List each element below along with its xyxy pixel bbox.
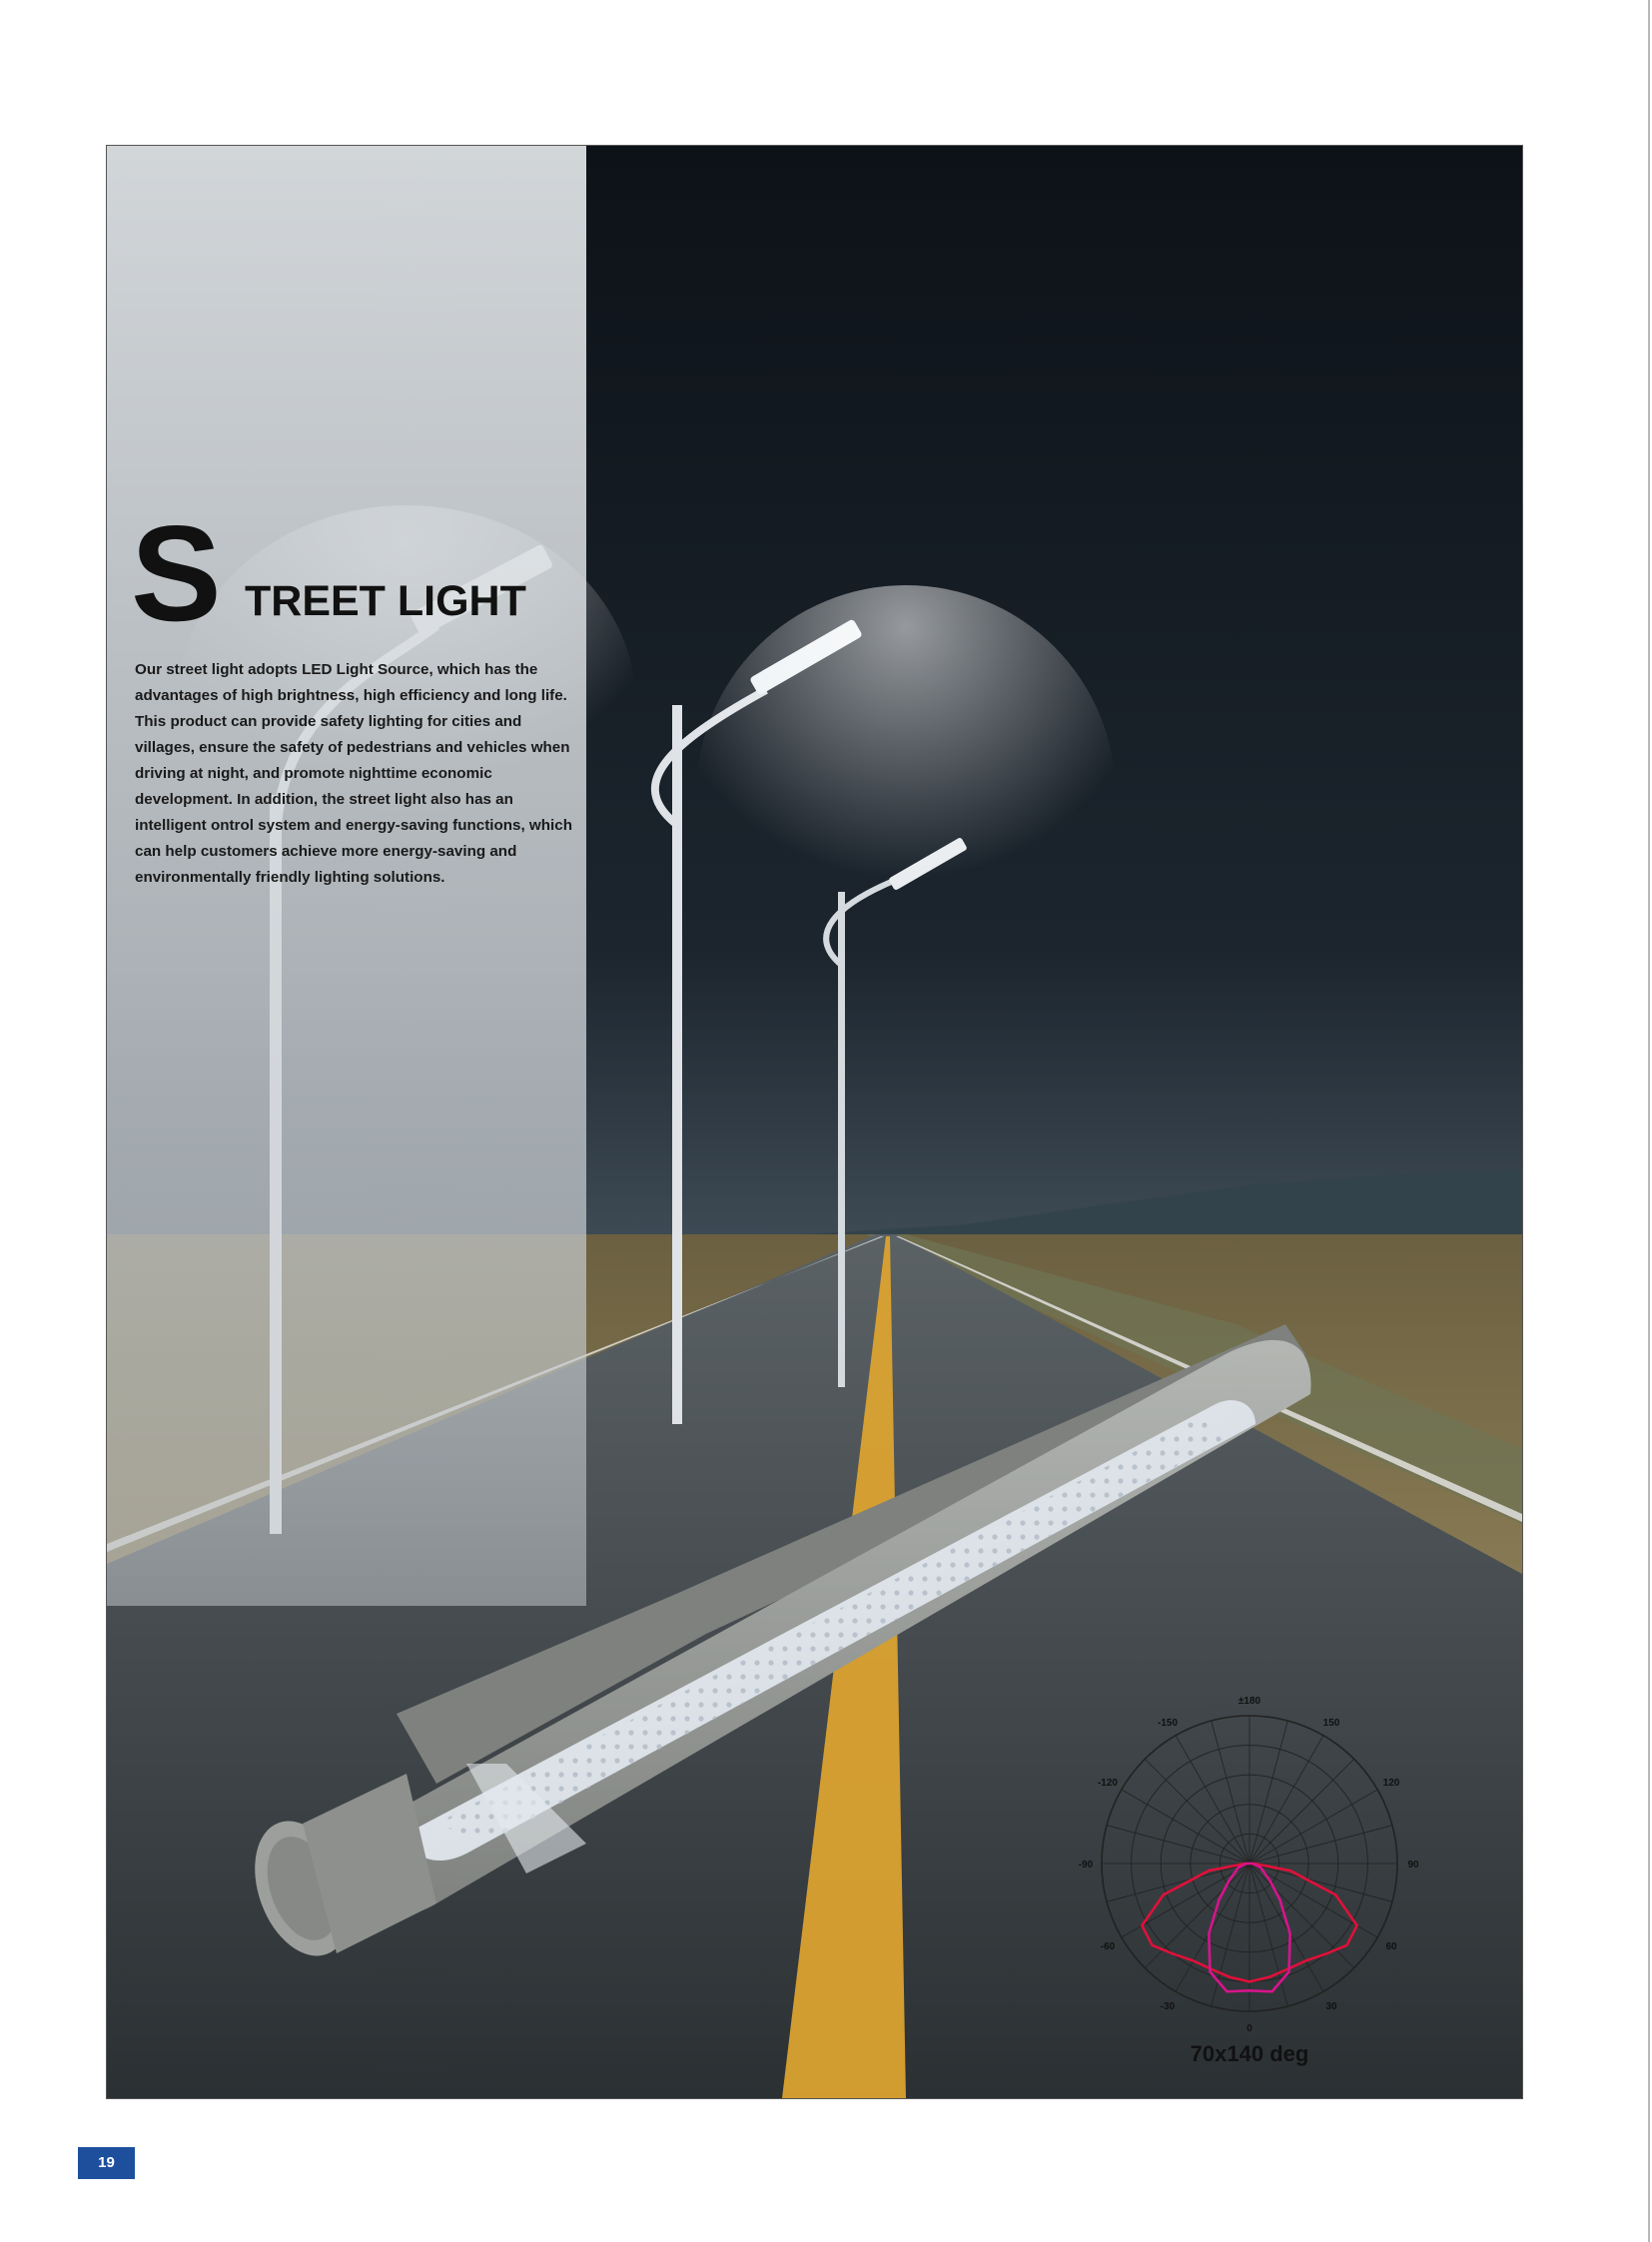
polar-spoke xyxy=(1249,1790,1377,1864)
polar-spoke xyxy=(1176,1736,1249,1864)
lamp-glow xyxy=(696,585,1116,1005)
title-text: TREET LIGHT xyxy=(245,577,526,625)
polar-angle-label: -90 xyxy=(1078,1860,1094,1870)
polar-spoke xyxy=(1249,1864,1377,1937)
polar-spoke xyxy=(1249,1721,1287,1864)
polar-diagram xyxy=(1058,1664,1507,2043)
page-number: 19 xyxy=(78,2147,135,2179)
page-title xyxy=(131,497,570,649)
polar-spoke xyxy=(1145,1759,1249,1864)
polar-spoke xyxy=(1249,1864,1354,1968)
polar-angle-label: ±180 xyxy=(1238,1696,1261,1707)
polar-spoke xyxy=(1212,1864,1249,2006)
polar-angle-label: 120 xyxy=(1382,1778,1400,1789)
light-distribution-chart xyxy=(1058,1664,1507,2083)
polar-angle-label: -30 xyxy=(1160,2001,1176,2013)
chart-caption: 70x140 deg xyxy=(1190,2041,1309,2066)
polar-angle-label: 0 xyxy=(1246,2023,1252,2034)
polar-spoke xyxy=(1249,1759,1354,1864)
hero-photo xyxy=(106,145,1523,2099)
polar-spoke xyxy=(1122,1864,1249,1937)
polar-spoke xyxy=(1145,1864,1249,1968)
page-edge-rule xyxy=(1648,0,1650,2242)
polar-spoke xyxy=(1249,1826,1392,1864)
polar-angle-label: 150 xyxy=(1322,1717,1340,1729)
polar-spoke xyxy=(1249,1736,1323,1864)
polar-angle-label: -120 xyxy=(1097,1778,1118,1789)
polar-angle-label: -60 xyxy=(1100,1941,1116,1952)
polar-spoke xyxy=(1249,1864,1287,2006)
intro-paragraph: Our street light adopts LED Light Source, which has the advantages of high brightness, high efficiency and long life. This product can provide safety lighting for cities and villages, ensure the safety of pedestrians and vehicles when driving at night, and promote nighttime economic development. In addition, the street light also has an intelligent ontrol system and energy-saving functions, which can help customers achieve more energy-saving and environmentally friendly lighting solutions. xyxy=(135,661,572,886)
polar-spoke xyxy=(1212,1721,1249,1864)
polar-spoke xyxy=(1107,1826,1249,1864)
polar-angle-label: 30 xyxy=(1325,2001,1337,2013)
polar-angle-label: 60 xyxy=(1385,1941,1397,1952)
polar-angle-label: -150 xyxy=(1157,1717,1179,1729)
title-initial-letter: S xyxy=(131,497,220,649)
polar-spoke xyxy=(1122,1790,1249,1864)
polar-angle-label: 90 xyxy=(1407,1860,1419,1870)
